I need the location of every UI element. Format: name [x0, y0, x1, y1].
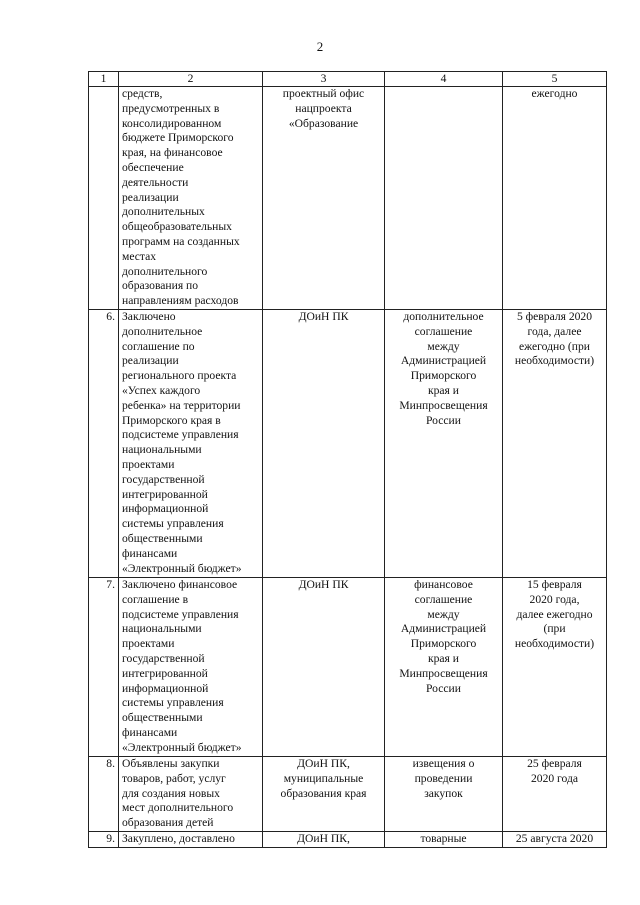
cell-text-line: финансами — [122, 546, 178, 560]
table-row — [89, 757, 607, 832]
column-header: 2 — [119, 72, 263, 87]
cell-text-line: проектами — [122, 637, 175, 651]
row-responsible — [263, 578, 385, 757]
cell-text-line: информационной — [122, 681, 209, 695]
cell-text-line: направлениям расходов — [122, 294, 239, 308]
row-deadline — [503, 757, 607, 832]
cell-text-line: Заключено финансовое — [122, 578, 238, 591]
cell-text-line: Приморского края в — [122, 413, 221, 427]
cell-text-line: товарные — [420, 832, 467, 845]
cell-text-line: 25 февраля — [527, 757, 582, 770]
row-deadline — [503, 87, 607, 310]
cell-text-line: закупок — [424, 786, 463, 800]
cell-text-line: проектами — [122, 457, 175, 471]
table-row — [89, 87, 607, 310]
row-responsible — [263, 832, 385, 848]
cell-text-line: финансами — [122, 725, 178, 739]
cell-text-line: дополнительное — [122, 324, 203, 338]
cell-text-line: государственной — [122, 472, 205, 486]
cell-text-line: края и — [427, 651, 459, 665]
plan-table — [88, 71, 607, 848]
table-row — [89, 832, 607, 848]
column-header: 4 — [385, 72, 503, 87]
cell-text-line: образования края — [280, 786, 367, 800]
cell-text-line: ежегодно (при — [519, 339, 590, 353]
row-deadline — [503, 832, 607, 848]
cell-text-line: Объявлены закупки — [122, 757, 220, 770]
cell-text-line: национальными — [122, 443, 202, 457]
table-row — [89, 578, 607, 757]
cell-text-line: 2020 года, — [529, 592, 580, 606]
cell-text-line: ДОиН ПК, — [297, 832, 350, 845]
cell-text-line: соглашение — [414, 592, 473, 606]
cell-text-line: ребенка» на территории — [122, 398, 241, 412]
row-number: 9. — [89, 832, 119, 848]
cell-text-line: интегрированной — [122, 666, 208, 680]
row-document — [385, 87, 503, 310]
cell-text-line: 25 августа 2020 — [515, 832, 594, 845]
cell-text-line: нацпроекта — [295, 101, 352, 115]
row-responsible — [263, 87, 385, 310]
cell-text-line: местах — [122, 249, 157, 263]
cell-text-line: между — [427, 339, 460, 353]
cell-text-line: для создания новых — [122, 786, 220, 800]
row-document — [385, 310, 503, 578]
cell-text-line: (при — [543, 622, 566, 636]
cell-text-line: образования по — [122, 279, 199, 293]
row-description — [119, 310, 263, 578]
row-number: 7. — [89, 578, 119, 757]
cell-text-line: дополнительных — [122, 205, 205, 219]
cell-text-line: реализации — [122, 354, 179, 368]
row-number — [89, 87, 119, 310]
cell-text-line: «Электронный бюджет» — [122, 561, 242, 575]
cell-text-line: ДОиН ПК, — [297, 757, 350, 770]
column-header: 3 — [263, 72, 385, 87]
cell-text-line: национальными — [122, 622, 202, 636]
cell-text-line: мест дополнительного — [122, 801, 234, 815]
cell-text-line: системы управления — [122, 696, 224, 710]
cell-text-line: 15 февраля — [527, 578, 582, 591]
table-row — [89, 310, 607, 578]
row-number: 6. — [89, 310, 119, 578]
cell-text-line: системы управления — [122, 517, 224, 531]
cell-text-line: обеспечение — [122, 160, 184, 174]
row-responsible — [263, 310, 385, 578]
cell-text-line: средств, — [122, 87, 163, 100]
row-document — [385, 757, 503, 832]
cell-text-line: соглашение по — [122, 339, 195, 353]
cell-text-line: 5 февраля 2020 — [516, 310, 593, 323]
cell-text-line: информационной — [122, 502, 209, 516]
cell-text-line: регионального проекта — [122, 369, 237, 383]
row-description — [119, 757, 263, 832]
page-number: 2 — [316, 39, 324, 54]
cell-text-line: предусмотренных в — [122, 101, 220, 115]
row-description — [119, 832, 263, 848]
cell-text-line: извещения о — [412, 757, 475, 770]
cell-text-line: бюджете Приморского — [122, 131, 234, 145]
cell-text-line: дополнительное — [403, 310, 484, 323]
cell-text-line: необходимости) — [514, 637, 595, 651]
cell-text-line: края и — [427, 383, 459, 397]
cell-text-line: деятельности — [122, 175, 189, 189]
cell-text-line: «Электронный бюджет» — [122, 740, 242, 754]
cell-text-line: ежегодно — [531, 87, 578, 100]
cell-text-line: 2020 года — [530, 771, 579, 785]
cell-text-line: подсистеме управления — [122, 428, 239, 442]
cell-text-line: проектный офис — [282, 87, 365, 100]
cell-text-line: консолидированном — [122, 116, 222, 130]
cell-text-line: «Успех каждого — [122, 383, 201, 397]
cell-text-line: ДОиН ПК — [298, 578, 349, 591]
cell-text-line: Администрацией — [400, 622, 487, 636]
cell-text-line: соглашение — [414, 324, 473, 338]
row-description — [119, 578, 263, 757]
cell-text-line: необходимости) — [514, 354, 595, 368]
cell-text-line: между — [427, 607, 460, 621]
cell-text-line: далее ежегодно — [516, 607, 593, 621]
cell-text-line: муниципальные — [283, 771, 364, 785]
cell-text-line: Заключено — [122, 310, 176, 323]
cell-text-line: программ на созданных — [122, 234, 240, 248]
cell-text-line: края, на финансовое — [122, 146, 223, 160]
cell-text-line: общественными — [122, 711, 203, 725]
cell-text-line: Закуплено, доставлено — [122, 832, 235, 845]
row-deadline — [503, 310, 607, 578]
row-responsible — [263, 757, 385, 832]
row-document — [385, 832, 503, 848]
cell-text-line: образования детей — [122, 816, 214, 830]
cell-text-line: Приморского — [410, 369, 477, 383]
cell-text-line: интегрированной — [122, 487, 208, 501]
column-header: 5 — [503, 72, 607, 87]
row-deadline — [503, 578, 607, 757]
column-header: 1 — [89, 72, 119, 87]
row-description — [119, 87, 263, 310]
cell-text-line: ДОиН ПК — [298, 310, 349, 323]
cell-text-line: России — [426, 681, 461, 695]
cell-text-line: соглашение в — [122, 592, 189, 606]
cell-text-line: проведении — [414, 771, 473, 785]
cell-text-line: подсистеме управления — [122, 607, 239, 621]
cell-text-line: Минпросвещения — [399, 398, 488, 412]
row-document — [385, 578, 503, 757]
table-header-row — [89, 72, 607, 87]
row-number: 8. — [89, 757, 119, 832]
cell-text-line: Минпросвещения — [399, 666, 488, 680]
cell-text-line: общеобразовательных — [122, 220, 232, 234]
cell-text-line: реализации — [122, 190, 179, 204]
cell-text-line: дополнительного — [122, 264, 208, 278]
cell-text-line: государственной — [122, 651, 205, 665]
cell-text-line: товаров, работ, услуг — [122, 771, 226, 785]
cell-text-line: Приморского — [410, 637, 477, 651]
cell-text-line: России — [426, 413, 461, 427]
cell-text-line: «Образование — [288, 116, 359, 130]
cell-text-line: года, далее — [527, 324, 582, 338]
cell-text-line: финансовое — [414, 578, 473, 591]
cell-text-line: общественными — [122, 531, 203, 545]
cell-text-line: Администрацией — [400, 354, 487, 368]
